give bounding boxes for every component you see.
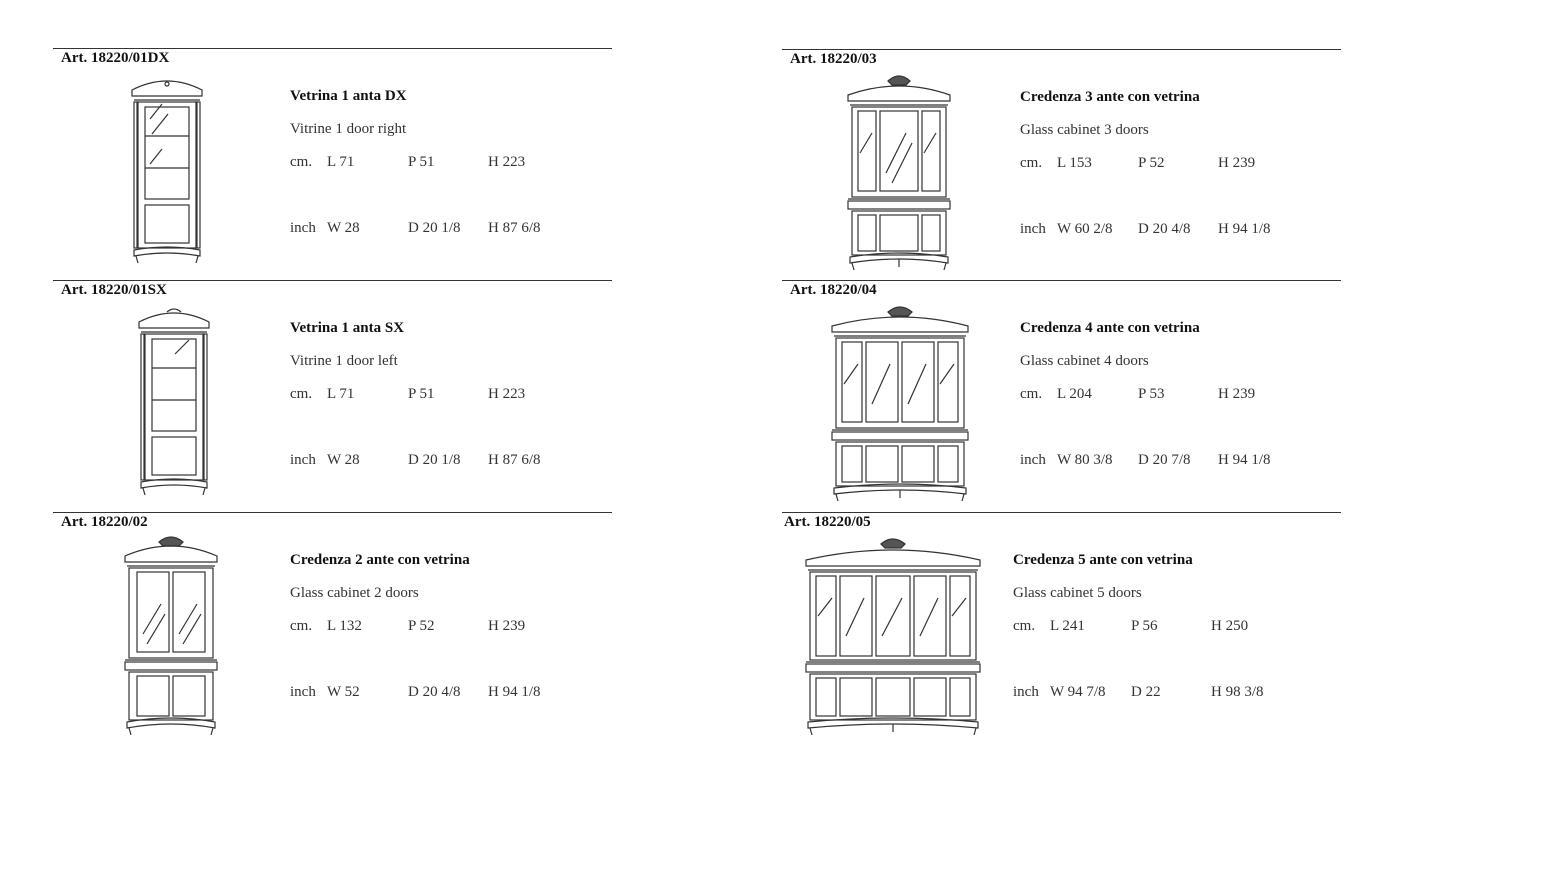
cm-height: H 223 [488, 386, 526, 402]
inch-width: W 94 7/8 [1050, 684, 1106, 700]
inch-height: H 94 1/8 [1218, 221, 1271, 237]
inch-width: W 28 [327, 452, 360, 468]
product-title: Credenza 3 ante con vetrina [1020, 89, 1200, 105]
inch-width: W 28 [327, 220, 360, 236]
product-subtitle: Glass cabinet 5 doors [1013, 585, 1142, 601]
inch-unit: inch [1020, 452, 1046, 468]
product-entry [53, 48, 612, 273]
glass-cabinet-4-doors-icon [830, 304, 970, 502]
inch-depth: D 20 4/8 [408, 684, 461, 700]
inch-height: H 94 1/8 [1218, 452, 1271, 468]
inch-unit: inch [1013, 684, 1039, 700]
inch-depth: D 22 [1131, 684, 1161, 700]
cm-unit: cm. [1020, 155, 1043, 171]
product-subtitle: Glass cabinet 2 doors [290, 585, 419, 601]
vitrine-1-door-left-icon [135, 306, 213, 496]
product-title: Vetrina 1 anta SX [290, 320, 405, 336]
inch-width: W 80 3/8 [1057, 452, 1113, 468]
cm-depth: P 51 [408, 154, 435, 170]
inch-width: W 60 2/8 [1057, 221, 1113, 237]
inch-depth: D 20 7/8 [1138, 452, 1191, 468]
cm-unit: cm. [1013, 618, 1036, 634]
cm-width: L 241 [1050, 618, 1085, 634]
product-entry [782, 512, 1341, 737]
article-number: Art. 18220/02 [61, 514, 148, 530]
cm-unit: cm. [290, 154, 313, 170]
divider [782, 512, 1341, 513]
product-subtitle: Glass cabinet 3 doors [1020, 122, 1149, 138]
glass-cabinet-2-doors-icon [121, 534, 221, 736]
cm-height: H 239 [1218, 386, 1256, 402]
cm-width: L 204 [1057, 386, 1092, 402]
product-subtitle: Vitrine 1 door left [290, 353, 398, 369]
cm-depth: P 52 [1138, 155, 1165, 171]
divider [782, 280, 1341, 281]
inch-depth: D 20 4/8 [1138, 221, 1191, 237]
inch-unit: inch [1020, 221, 1046, 237]
glass-cabinet-3-doors-icon [846, 73, 952, 271]
cm-height: H 250 [1211, 618, 1249, 634]
inch-height: H 94 1/8 [488, 684, 541, 700]
cm-width: L 153 [1057, 155, 1092, 171]
cm-height: H 223 [488, 154, 526, 170]
cm-depth: P 53 [1138, 386, 1165, 402]
product-entry [782, 49, 1341, 274]
product-title: Vetrina 1 anta DX [290, 88, 407, 104]
cm-width: L 71 [327, 154, 355, 170]
cm-unit: cm. [290, 386, 313, 402]
article-number: Art. 18220/03 [790, 51, 877, 67]
inch-width: W 52 [327, 684, 360, 700]
divider [53, 280, 612, 281]
glass-cabinet-5-doors-icon [804, 536, 982, 736]
product-entry [782, 280, 1341, 505]
inch-depth: D 20 1/8 [408, 452, 461, 468]
inch-height: H 98 3/8 [1211, 684, 1264, 700]
product-title: Credenza 2 ante con vetrina [290, 552, 470, 568]
vitrine-1-door-right-icon [128, 74, 206, 264]
cm-height: H 239 [1218, 155, 1256, 171]
product-title: Credenza 5 ante con vetrina [1013, 552, 1193, 568]
article-number: Art. 18220/04 [790, 282, 877, 298]
cm-unit: cm. [290, 618, 313, 634]
cm-depth: P 51 [408, 386, 435, 402]
article-number: Art. 18220/01DX [61, 50, 170, 66]
divider [53, 512, 612, 513]
cm-width: L 132 [327, 618, 362, 634]
article-number: Art. 18220/01SX [61, 282, 167, 298]
cm-depth: P 56 [1131, 618, 1158, 634]
product-subtitle: Vitrine 1 door right [290, 121, 407, 137]
product-entry [53, 512, 612, 737]
inch-depth: D 20 1/8 [408, 220, 461, 236]
inch-unit: inch [290, 452, 316, 468]
divider [782, 49, 1341, 50]
cm-depth: P 52 [408, 618, 435, 634]
article-number: Art. 18220/05 [784, 514, 871, 530]
inch-unit: inch [290, 220, 316, 236]
inch-height: H 87 6/8 [488, 220, 541, 236]
inch-height: H 87 6/8 [488, 452, 541, 468]
product-title: Credenza 4 ante con vetrina [1020, 320, 1200, 336]
cm-width: L 71 [327, 386, 355, 402]
cm-unit: cm. [1020, 386, 1043, 402]
divider [53, 48, 612, 49]
product-subtitle: Glass cabinet 4 doors [1020, 353, 1149, 369]
inch-unit: inch [290, 684, 316, 700]
product-entry [53, 280, 612, 505]
cm-height: H 239 [488, 618, 526, 634]
